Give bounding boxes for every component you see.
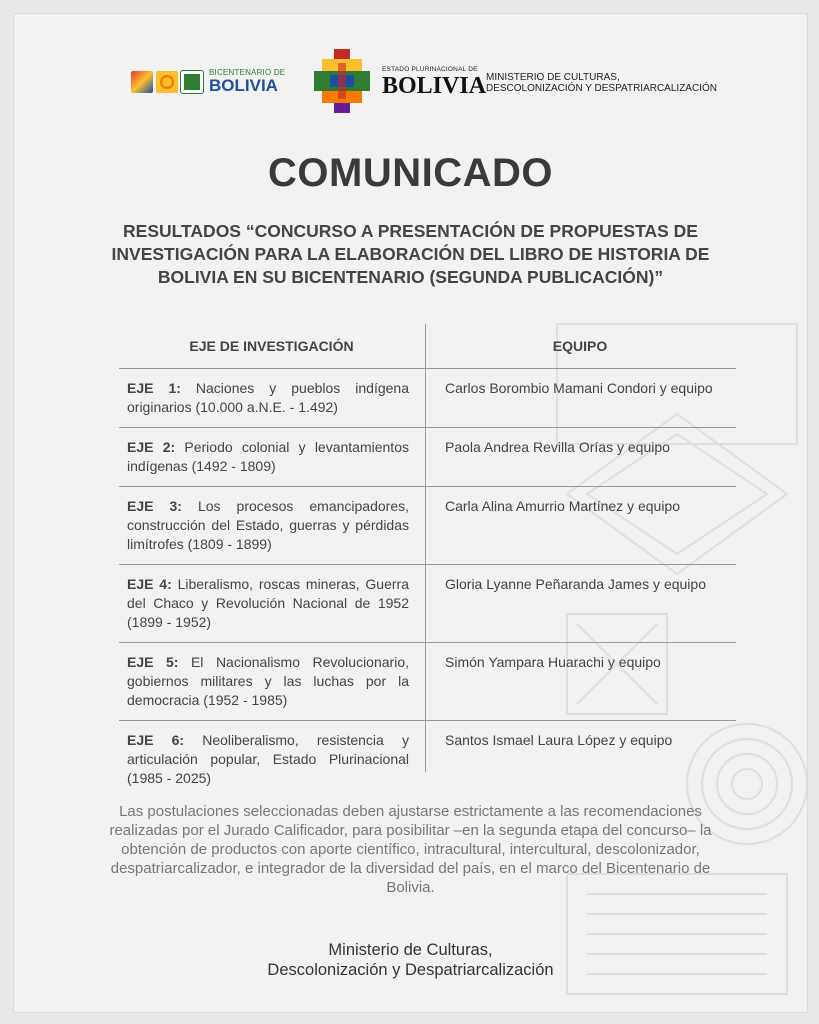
bicentenario-logo (131, 69, 285, 94)
table-row (119, 720, 736, 798)
equipo-cell: Simón Yampara Huarachi y equipo (445, 654, 661, 670)
escudo-icon (310, 49, 374, 113)
eje-description: Periodo colonial y levantamientos indígenas (1492 - 1809) (127, 439, 409, 474)
eje-label: EJE 4: (127, 576, 172, 592)
eje-cell (119, 565, 423, 642)
eje-cell (119, 721, 423, 798)
eje-label: EJE 1: (127, 380, 181, 396)
equipo-cell: Santos Ismael Laura López y equipo (445, 732, 673, 748)
communique-card (13, 13, 808, 1013)
equipo-cell: Carla Alina Amurrio Martínez y equipo (445, 498, 680, 514)
bicentenario-big-text: BOLIVIA (209, 76, 278, 95)
eje-description: Liberalismo, roscas mineras, Guerra del Chaco y Revolución Nacional de 1952 (1899 - 1952) (127, 576, 409, 630)
estado-big-text: BOLIVIA (382, 72, 487, 99)
eje-description: Los procesos emancipadores, construcción del Estado, guerras y pérdidas limítrofes (1809 - 1899) (127, 498, 409, 552)
eje-label: EJE 3: (127, 498, 182, 514)
eje-cell (119, 369, 423, 427)
table-row (119, 486, 736, 564)
table-row (119, 368, 736, 427)
ministerio-header (486, 73, 717, 94)
table-row (119, 427, 736, 486)
footer-signature (14, 940, 807, 980)
header-logos (14, 49, 807, 119)
eje-cell (119, 643, 423, 720)
eje-description: El Nacionalismo Revolucionario, gobiernos militares y las luchas por la democracia (1952 - 1985) (127, 654, 409, 708)
subtitle: RESULTADOS “CONCURSO A PRESENTACIÓN DE PROPUESTAS DE INVESTIGACIÓN PARA LA ELABORACIÓN DEL LIBRO DE HISTORIA DE BOLIVIA EN SU BICENTENARIO (SEGUNDA PUBLICACIÓN)” (111, 221, 710, 288)
ministerio-header-line2: DESCOLONIZACIÓN Y DESPATRIARCALIZACIÓN (486, 82, 717, 94)
bicentenario-square-2 (156, 71, 178, 93)
table-header (119, 324, 736, 368)
estado-small-text: ESTADO PLURINACIONAL DE (382, 66, 478, 73)
eje-label: EJE 2: (127, 439, 176, 455)
table-row (119, 642, 736, 720)
eje-label: EJE 5: (127, 654, 179, 670)
ministerio-header-line1: MINISTERIO DE CULTURAS, (486, 72, 620, 83)
header-eje: EJE DE INVESTIGACIÓN (189, 338, 354, 354)
bicentenario-square-3 (181, 71, 203, 93)
note-paragraph: Las postulaciones seleccionadas deben ajustarse estrictamente a las recomendaciones realizadas por el Jurado Calificador, para posibilitar –en la segunda etapa del concurso– la obtención de productos con aporte científico, intracultural, intercultural, descolonizador, despatriarcalizador, e integrador de la diversidad del país, en el marco del Bicentenario de Bolivia. (109, 803, 712, 896)
bicentenario-square-1 (131, 71, 153, 93)
eje-cell (119, 487, 423, 564)
bicentenario-small-text: BICENTENARIO DE (209, 68, 286, 77)
equipo-cell: Gloria Lyanne Peñaranda James y equipo (445, 576, 706, 592)
footer-line1: Ministerio de Culturas, (328, 941, 493, 959)
equipo-cell: Paola Andrea Revilla Orías y equipo (445, 439, 670, 455)
page-title: COMUNICADO (268, 151, 553, 195)
results-table (119, 324, 736, 798)
equipo-cell: Carlos Borombio Mamani Condori y equipo (445, 380, 713, 396)
table-column-divider (425, 324, 426, 772)
eje-description: Neoliberalismo, resistencia y articulación popular, Estado Plurinacional (1985 - 2025) (127, 732, 409, 786)
table-row (119, 564, 736, 642)
eje-cell (119, 428, 423, 486)
estado-logo (382, 67, 486, 98)
header-equipo: EQUIPO (552, 338, 608, 354)
eje-label: EJE 6: (127, 732, 185, 748)
eje-description: Naciones y pueblos indígena originarios (10.000 a.N.E. - 1.492) (127, 380, 409, 415)
footer-line2: Descolonización y Despatriarcalización (267, 961, 554, 979)
